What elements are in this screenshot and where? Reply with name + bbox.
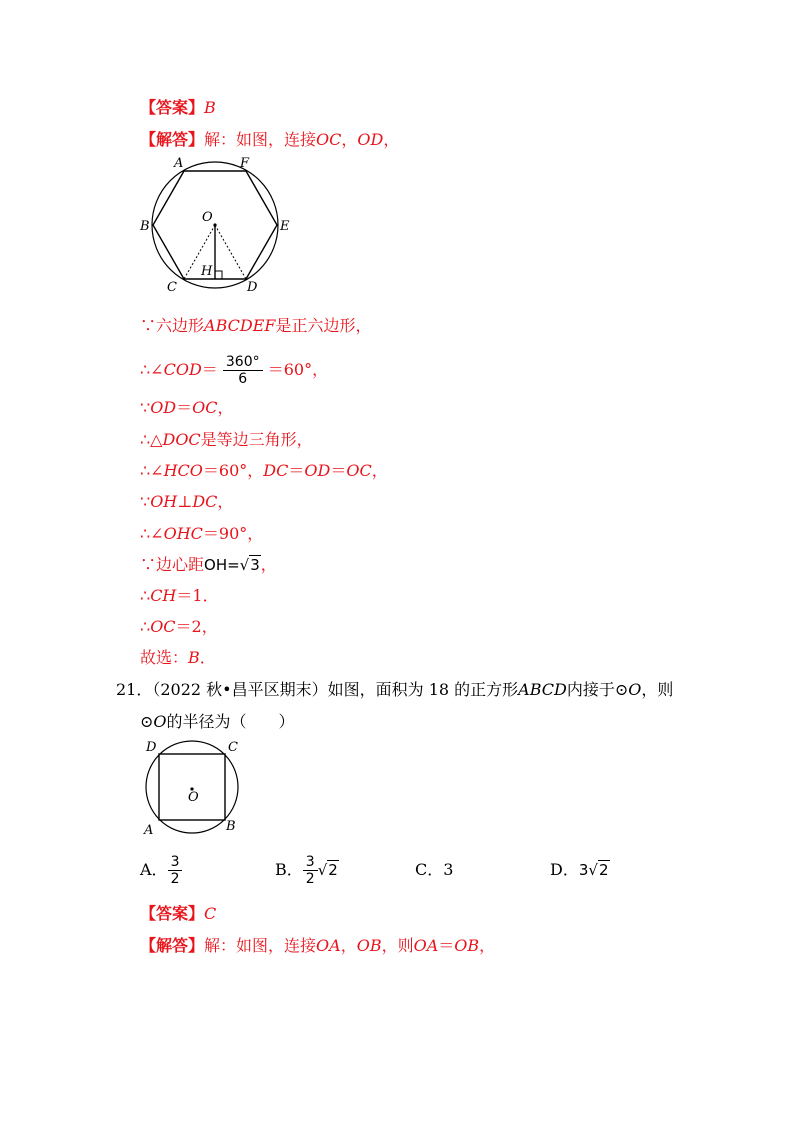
hexagon-figure	[135, 155, 295, 295]
option-a[interactable]: A． $\frac{3}{2}$	[140, 850, 182, 890]
label-f: F	[240, 156, 250, 171]
q20-solution-line: 【解答】解：如图，连接OC，OD，	[140, 130, 400, 149]
label-o: O	[188, 790, 199, 805]
label-b: B	[226, 819, 236, 834]
label-a: A	[144, 823, 154, 837]
label-b: B	[140, 219, 150, 234]
label-e: E	[280, 219, 290, 234]
option-d[interactable]: D．3√2	[550, 860, 609, 879]
step-10: ∴OC＝2，	[140, 617, 218, 636]
solution-label: 【解答】	[140, 130, 205, 149]
answer-label: 【答案】	[140, 98, 205, 117]
step-3: ∵OD＝OC，	[140, 398, 234, 417]
step-6: ∵OH⊥DC，	[140, 492, 234, 511]
option-b[interactable]: B． $\frac{3}{2}$ √2	[275, 854, 338, 887]
option-c[interactable]: C．3	[415, 860, 454, 879]
step-11: 故选：B．	[140, 648, 216, 667]
step-1: ∵六边形ABCDEF是正六边形，	[140, 316, 372, 335]
label-o: O	[202, 210, 213, 225]
step-5: ∴∠HCO＝60°，DC＝OD＝OC，	[140, 461, 388, 480]
q20-answer-line	[140, 98, 216, 118]
label-c: C	[167, 280, 177, 295]
step-8: ∵边心距OH=√3，	[140, 555, 277, 574]
label-a: A	[174, 156, 184, 171]
square-figure	[138, 737, 248, 837]
answer-value: B	[204, 98, 216, 117]
q21-solution-line: 【解答】解：如图，连接OA，OB，则OA＝OB，	[140, 936, 496, 955]
q21-answer-line: 【答案】C	[140, 904, 217, 923]
label-d: D	[247, 280, 258, 295]
q21-stem-line-1: 21．（2022 秋•昌平区期末）如图，面积为 18 的正方形ABCD内接于⊙O，则	[116, 680, 674, 699]
q21-stem-line-2: ⊙O的半径为（ ）	[140, 712, 295, 731]
step-2: ∴∠COD＝ $\frac{360^\circ}{6}$ ＝60°，	[140, 354, 329, 387]
fraction-360-over-6: $\frac{360^\circ}{6}$	[223, 354, 263, 387]
step-9: ∴CH＝1．	[140, 586, 219, 605]
step-4: ∴△DOC是等边三角形，	[140, 430, 313, 449]
label-d: D	[146, 740, 157, 755]
step-7: ∴∠OHC＝90°，	[140, 524, 264, 543]
label-h: H	[201, 264, 213, 279]
question-number: 21．	[116, 680, 153, 699]
label-c: C	[228, 740, 238, 755]
